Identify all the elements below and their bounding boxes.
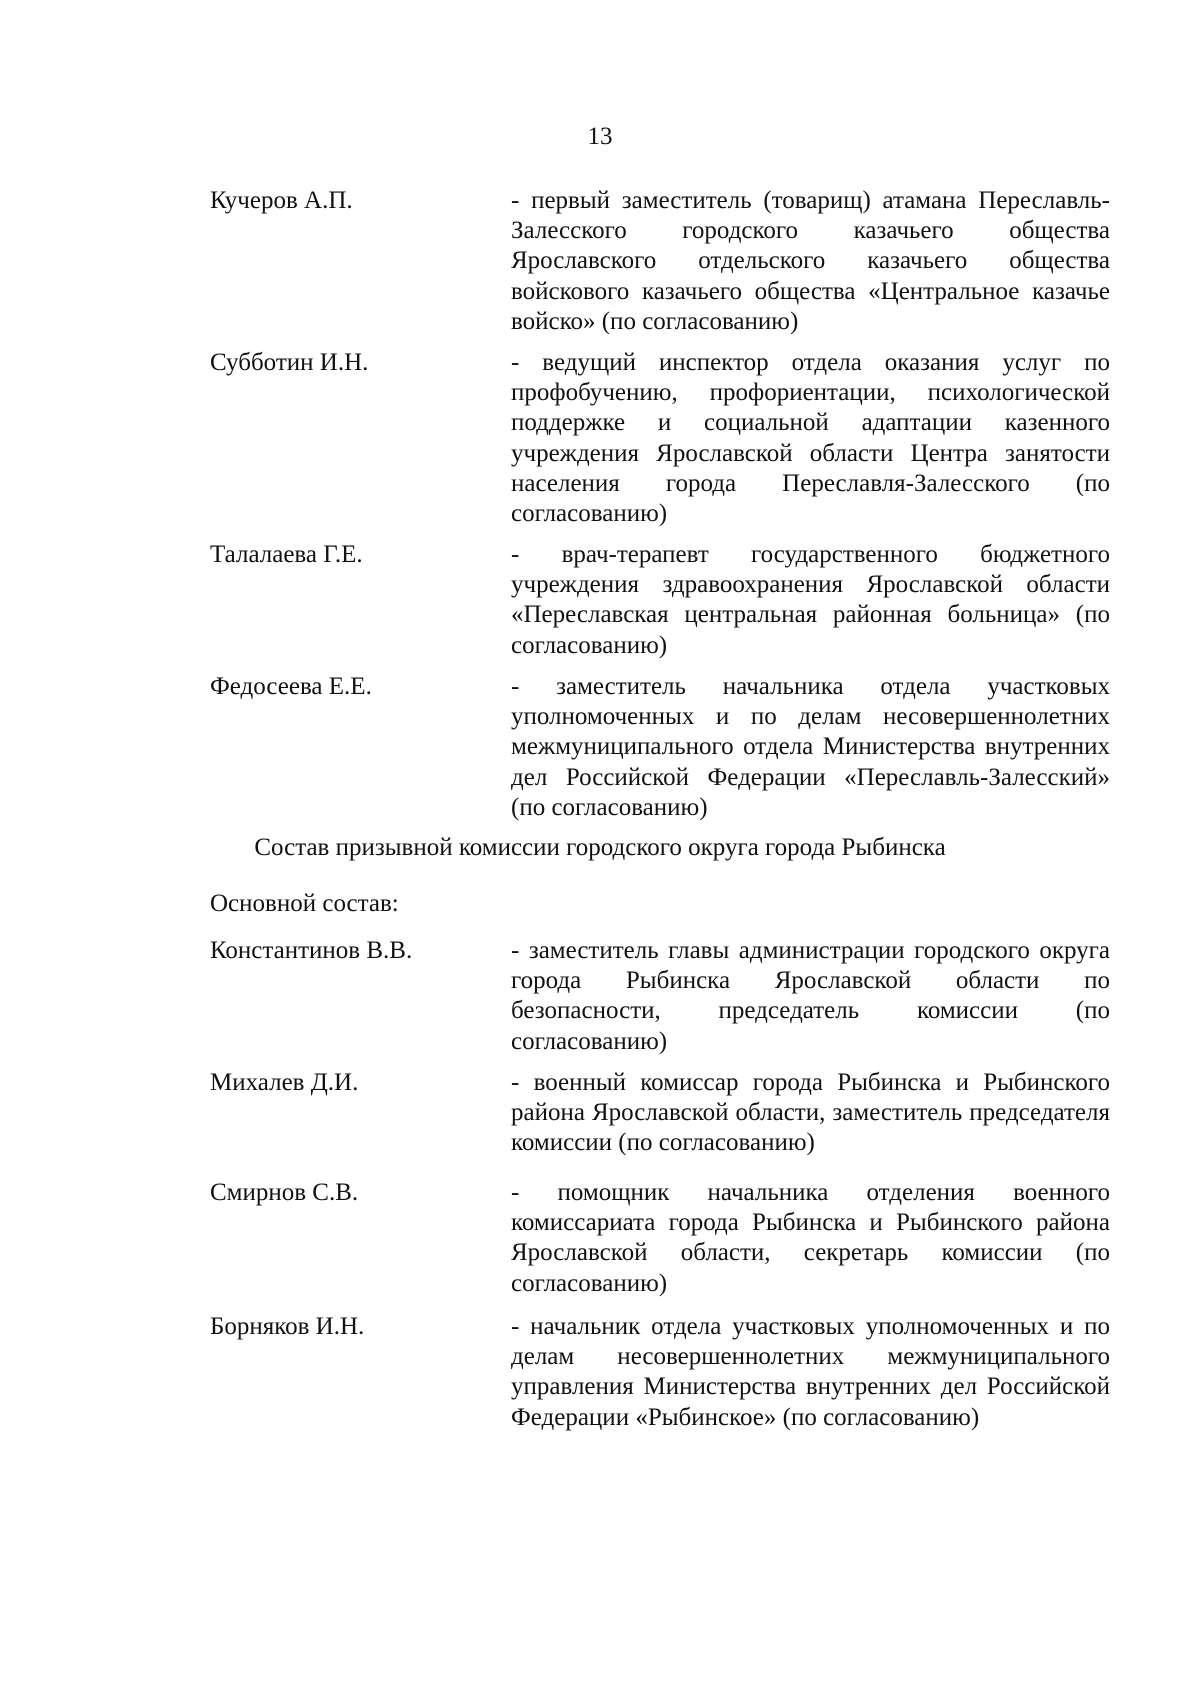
- member-description: - ведущий инспектор отдела оказания услуг по профобучению, профориентации, психологической поддержке и социальной адаптации казенного учреждения Ярославской области Центра занятости населения города Переславля-Залесского (по согласованию): [511, 349, 1110, 528]
- member-name: Смирнов С.В.: [210, 1179, 359, 1206]
- member-description: - заместитель главы администрации городского округа города Рыбинска Ярославской области по безопасности, председатель комиссии (по согласованию): [511, 937, 1110, 1055]
- member-description: - первый заместитель (товарищ) атамана Переславль-Залесского городского казачьего общества Ярославского отдельского казачьего общества войскового казачьего общества «Центральное казачье войско» (по согласованию): [511, 187, 1110, 335]
- member-description: - заместитель начальника отдела участковых уполномоченных и по делам несовершеннолетних межмуниципального отдела Министерства внутренних дел Российской Федерации «Переславль-Залесский» (по согласованию): [511, 673, 1110, 821]
- section-title: Состав призывной комиссии городского округа города Рыбинска: [254, 834, 946, 861]
- member-name: Константинов В.В.: [210, 937, 413, 964]
- member-name: Субботин И.Н.: [210, 349, 369, 376]
- member-name: Борняков И.Н.: [210, 1313, 365, 1340]
- member-name: Кучеров А.П.: [210, 187, 353, 214]
- member-name: Михалев Д.И.: [210, 1069, 359, 1096]
- member-description: - врач-терапевт государственного бюджетного учреждения здравоохранения Ярославской области «Переславская центральная районная больница» (по согласованию): [511, 541, 1110, 659]
- page-number: 13: [587, 123, 613, 150]
- member-description: - начальник отдела участковых уполномоченных и по делам несовершеннолетних межмуниципального управления Министерства внутренних дел Российской Федерации «Рыбинское» (по согласованию): [511, 1313, 1110, 1431]
- member-name: Талалаева Г.Е.: [210, 541, 363, 568]
- subsection-title: Основной состав:: [210, 890, 399, 917]
- member-description: - военный комиссар города Рыбинска и Рыбинского района Ярославской области, заместитель председателя комиссии (по согласованию): [511, 1069, 1110, 1157]
- member-name: Федосеева Е.Е.: [210, 673, 372, 700]
- member-description: - помощник начальника отделения военного комиссариата города Рыбинска и Рыбинского района Ярославской области, секретарь комиссии (по согласованию): [511, 1179, 1110, 1297]
